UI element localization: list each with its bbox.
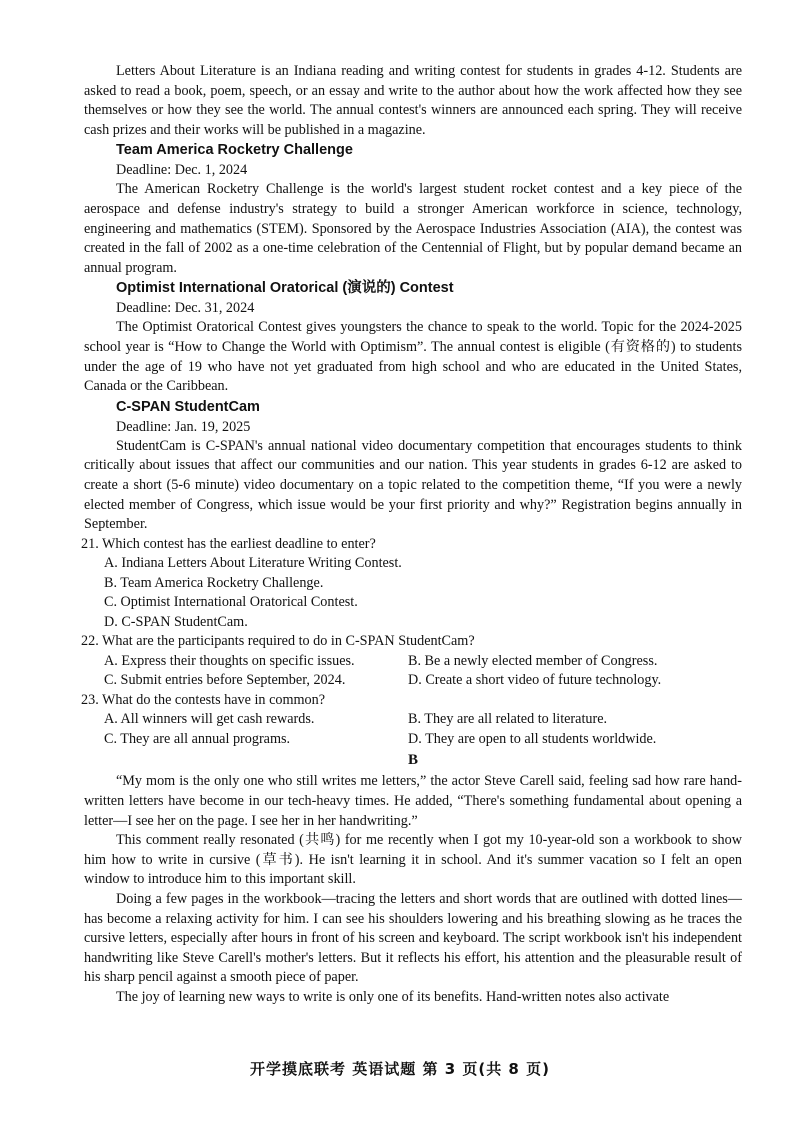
option-b: B. Team America Rocketry Challenge.: [104, 574, 324, 591]
exam-page: [81, 62, 742, 1008]
contest-title: Team America Rocketry Challenge: [116, 142, 353, 159]
page-footer: 开学摸底联考 英语试题 第 3 页(共 8 页): [250, 1060, 550, 1078]
question-21: [81, 535, 742, 632]
option-c: C. They are all annual programs.: [104, 730, 291, 747]
contest-title: C-SPAN StudentCam: [116, 398, 260, 415]
question-stem: 23. What do the contests have in common?: [81, 691, 326, 708]
contest-description: StudentCam is C-SPAN's annual national video documentary competition that encourages students to think critically about issues that affect our communities and our nation. This year students in grades 6-12 are asked to create a short (5-6 minute) video documentary on a topic related to the competition theme, “If you were a newly elected member of Congress, which issue would be your first priority and why?” Registration begins annually in September.: [84, 437, 742, 533]
contest-description: The Optimist Oratorical Contest gives youngsters the chance to speak to the world. Topic for the 2024-2025 school year is “How to Change the World with Optimism”. The annual contest is eligible (有资格的) to students under the age of 19 who have not yet graduated from high school and who are educated in the United States, Canada or the Caribbean.: [84, 319, 742, 395]
option-a: A. Indiana Letters About Literature Writing Contest.: [104, 555, 402, 572]
option-c: C. Submit entries before September, 2024.: [104, 672, 346, 689]
option-b: B. Be a newly elected member of Congress.: [408, 652, 658, 669]
question-stem: 21. Which contest has the earliest deadline to enter?: [81, 535, 376, 552]
option-b: B. They are all related to literature.: [408, 711, 608, 728]
option-a: A. Express their thoughts on specific issues.: [104, 652, 355, 669]
option-d: D. Create a short video of future technology.: [408, 672, 662, 689]
contest-description: The American Rocketry Challenge is the world's largest student rocket contest and a key piece of the aerospace and defense industry's strategy to build a stronger American workforce in science, technology, engineering and mathematics (STEM). Sponsored by the Aerospace Industries Association (AIA), the contest was created in the fall of 2002 as a one-time celebration of the Centennial of Flight, but by popular demand became an annual program.: [84, 181, 742, 276]
contest-oratorical: [84, 278, 742, 396]
contest-deadline: Deadline: Dec. 31, 2024: [116, 300, 255, 317]
section-b-label: B: [407, 752, 418, 769]
contest-rocketry: [84, 140, 742, 278]
passage-b-paragraph: Doing a few pages in the workbook—tracing the letters and short words that are outlined with dotted lines—has become a relaxing activity for him. I can see his shoulders lowering and his breathing slowing as he traces the cursive letters, especially after hours in front of his screen and keyboard. The script workbook isn't his independent handwriting like Steve Carell's mother's letters. But it reflects his effort, his attention and the pleasurable result of his sharp pencil against a smooth piece of paper.: [84, 891, 742, 986]
letters-about-literature-paragraph: Letters About Literature is an Indiana reading and writing contest for students in grades 4-12. Students are asked to read a book, poem, speech, or an essay and write to the author about how the work affected how they see themselves or how they see the world. The annual contest's winners are announced each spring. They will receive cash prizes and their works will be published in a magazine.: [84, 63, 742, 138]
passage-b-paragraph: This comment really resonated (共鸣) for me recently when I got my 10-year-old son a workbook to show him how to write in cursive (草书). He isn't learning it in school. And it's summer vacation so I felt an open window to introduce him to this important skill.: [84, 832, 742, 888]
question-22: [81, 632, 742, 691]
contest-title: Optimist International Oratorical (演说的) Contest: [116, 280, 454, 297]
contest-studentcam: [84, 397, 742, 535]
option-a: A. All winners will get cash rewards.: [104, 711, 315, 728]
question-23: [81, 691, 742, 750]
option-c: C. Optimist International Oratorical Contest.: [104, 594, 358, 611]
option-d: D. C-SPAN StudentCam.: [104, 613, 248, 630]
passage-b-paragraph: “My mom is the only one who still writes me letters,” the actor Steve Carell said, feeling sad how rare hand-written letters have become in our tech-heavy times. He added, “There's something fundamental about opening a letter—I see her on the page. I see her in her handwriting.”: [84, 773, 742, 829]
question-stem: 22. What are the participants required to do in C-SPAN StudentCam?: [81, 632, 475, 649]
option-d: D. They are open to all students worldwide.: [408, 730, 657, 747]
contest-deadline: Deadline: Jan. 19, 2025: [116, 418, 251, 435]
passage-b-paragraph: The joy of learning new ways to write is only one of its benefits. Hand-written notes also activate: [116, 989, 670, 1005]
contest-deadline: Deadline: Dec. 1, 2024: [116, 162, 248, 179]
